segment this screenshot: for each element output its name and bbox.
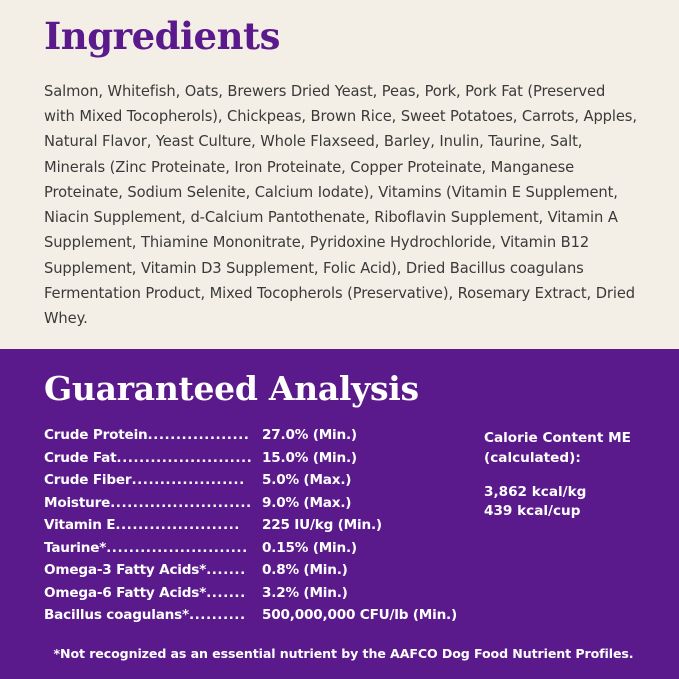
nutrient-value-1: 15.0% (Min.)	[262, 449, 357, 466]
nutrient-label-3	[44, 495, 262, 518]
table-row	[44, 450, 464, 473]
nutrient-name: Crude Protein	[44, 427, 148, 444]
calorie-label-line1: Calorie Content ME	[484, 430, 631, 447]
table-row	[44, 472, 464, 495]
nutrient-label-7	[44, 585, 262, 608]
calorie-value-kcal-kg: 3,862 kcal/kg	[484, 483, 587, 500]
nutrient-value-3: 9.0% (Max.)	[262, 494, 352, 511]
nutrient-value-6: 0.8% (Min.)	[262, 562, 348, 579]
table-row	[44, 540, 464, 563]
table-row	[44, 585, 464, 608]
nutrient-name: Crude Fiber	[44, 472, 132, 489]
nutrient-value-5: 0.15% (Min.)	[262, 539, 357, 556]
nutrient-label-2	[44, 472, 262, 495]
nutrient-name: Taurine*	[44, 539, 107, 556]
guaranteed-analysis-table	[44, 427, 464, 630]
leader-dots: .........................	[106, 539, 248, 556]
table-row	[44, 562, 464, 585]
aafco-footnote: *Not recognized as an essential nutrient by the AAFCO Dog Food Nutrient Profiles.	[53, 645, 634, 661]
calorie-value-kcal-cup: 439 kcal/cup	[484, 503, 581, 520]
nutrient-value-7: 3.2% (Min.)	[262, 584, 348, 601]
leader-dots: ....................	[131, 472, 245, 489]
nutrient-name: Crude Fat	[44, 449, 117, 466]
nutrient-label-1	[44, 450, 262, 473]
leader-dots: ........................	[116, 449, 253, 466]
nutrient-name: Omega-3 Fatty Acids*	[44, 562, 207, 579]
table-row	[44, 607, 464, 630]
leader-dots: ......................	[115, 517, 240, 534]
nutrient-name: Vitamin E	[44, 517, 116, 534]
table-row	[44, 495, 464, 518]
leader-dots: .........................	[110, 494, 252, 511]
nutrient-value-4: 225 IU/kg (Min.)	[262, 517, 382, 534]
leader-dots: ..........	[188, 607, 246, 624]
ingredients-text: Salmon, Whitefish, Oats, Brewers Dried Yeast, Peas, Pork, Pork Fat (Preserved with Mixed Tocopherols), Chickpeas, Brown Rice, Sweet Potatoes, Carrots, Apples, Natural Flavor, Yeast Culture, Whole Flaxseed, Barley, Inulin, Taurine, Salt, Minerals (Zinc Proteinate, Iron Proteinate, Copper Proteinate, Manganese Proteinate, Sodium Selenite, Calcium Iodate), Vitamins (Vitamin E Supplement, Niacin Supplement, d-Calcium Pantothenate, Riboflavin Supplement, Vitamin A Supplement, Thiamine Mononitrate, Pyridoxine Hydrochloride, Vitamin B12 Supplement, Vitamin D3 Supplement, Folic Acid), Dried Bacillus coagulans Fermentation Product, Mixed Tocopherols (Preservative), Rosemary Extract, Dried Whey.	[44, 82, 637, 328]
nutrient-label-8	[44, 607, 262, 630]
nutrient-value-2: 5.0% (Max.)	[262, 472, 352, 489]
guaranteed-analysis-section	[0, 349, 679, 679]
leader-dots: .......	[206, 584, 246, 601]
table-row	[44, 427, 464, 450]
nutrient-value-8: 500,000,000 CFU/lb (Min.)	[262, 607, 458, 624]
leader-dots: .......	[206, 562, 246, 579]
ingredients-title: Ingredients	[44, 14, 280, 58]
nutrient-name: Omega-6 Fatty Acids*	[44, 584, 207, 601]
nutrient-label-4	[44, 517, 262, 540]
calorie-spacer	[484, 469, 631, 483]
calorie-content-block	[464, 427, 631, 522]
guaranteed-analysis-content	[44, 427, 649, 630]
guaranteed-analysis-title: Guaranteed Analysis	[44, 369, 419, 408]
nutrient-value-0: 27.0% (Min.)	[262, 427, 357, 444]
leader-dots: ..................	[147, 427, 250, 444]
nutrient-name: Moisture	[44, 494, 111, 511]
nutrient-label-5	[44, 540, 262, 563]
table-row	[44, 517, 464, 540]
calorie-label-line2: (calculated):	[484, 450, 581, 466]
nutrient-name: Bacillus coagulans*	[44, 607, 189, 624]
nutrient-label-6	[44, 562, 262, 585]
nutrient-label-0	[44, 427, 262, 450]
